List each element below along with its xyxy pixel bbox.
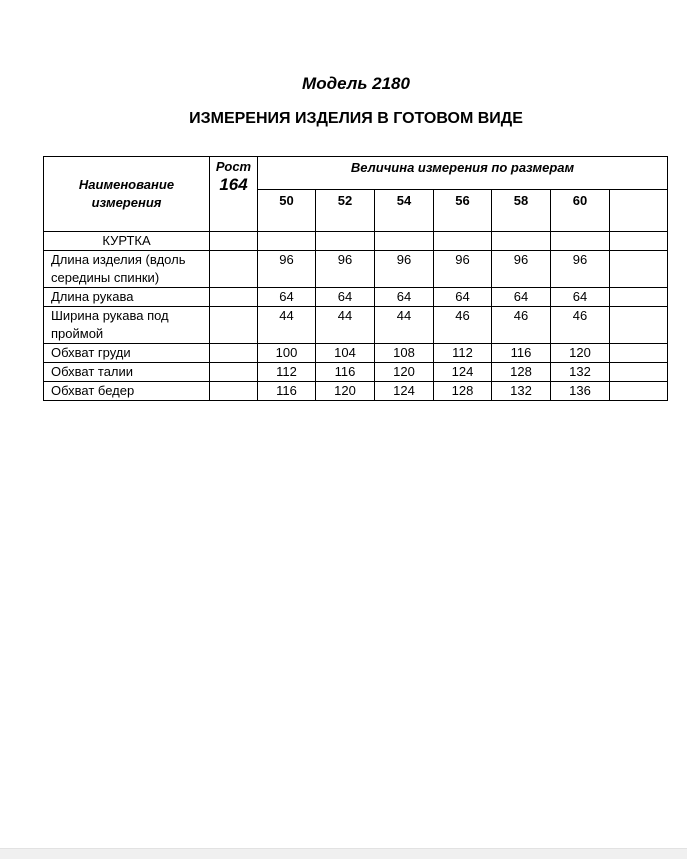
table-cell	[610, 344, 668, 363]
table-row	[44, 251, 668, 288]
table-cell	[316, 232, 375, 251]
table-cell: 64	[375, 288, 434, 307]
table-cell: 44	[258, 307, 316, 344]
table-cell	[210, 307, 258, 344]
table-cell: 96	[551, 251, 610, 288]
table-cell: 104	[316, 344, 375, 363]
model-title: Модель 2180	[302, 74, 410, 93]
size-header: 58	[492, 190, 551, 232]
table-cell	[210, 288, 258, 307]
viewer-bottom-bar	[0, 848, 687, 859]
size-header	[610, 190, 668, 232]
table-cell: 96	[316, 251, 375, 288]
table-cell	[551, 232, 610, 251]
table-cell: 96	[375, 251, 434, 288]
table-cell: 46	[434, 307, 492, 344]
table-cell: 132	[492, 382, 551, 401]
measurement-name: Длина рукава	[44, 288, 210, 307]
header-measurement-name: Наименование измерения	[44, 157, 210, 232]
table-cell: 116	[258, 382, 316, 401]
table-cell: 128	[434, 382, 492, 401]
table-cell: 116	[316, 363, 375, 382]
table-cell	[610, 232, 668, 251]
table-cell	[492, 232, 551, 251]
table-cell: 132	[551, 363, 610, 382]
height-value: 164	[219, 175, 248, 194]
table-row	[44, 288, 668, 307]
table-cell: 46	[492, 307, 551, 344]
table-cell: 116	[492, 344, 551, 363]
table-cell: 64	[551, 288, 610, 307]
table-cell	[210, 251, 258, 288]
table-cell: 96	[434, 251, 492, 288]
table-cell	[610, 251, 668, 288]
table-cell: 44	[375, 307, 434, 344]
table-cell	[210, 344, 258, 363]
table-cell	[210, 382, 258, 401]
header-height	[210, 157, 258, 232]
size-header: 52	[316, 190, 375, 232]
table-cell: 96	[492, 251, 551, 288]
table-cell	[258, 232, 316, 251]
table-cell: 120	[551, 344, 610, 363]
table-cell	[610, 307, 668, 344]
table-cell: 64	[316, 288, 375, 307]
table-cell: 108	[375, 344, 434, 363]
section-label: КУРТКА	[44, 232, 210, 251]
table-cell: 124	[375, 382, 434, 401]
table-cell	[610, 382, 668, 401]
table-cell: 120	[316, 382, 375, 401]
table-row	[44, 307, 668, 344]
table-cell: 136	[551, 382, 610, 401]
size-header: 54	[375, 190, 434, 232]
table-cell: 64	[492, 288, 551, 307]
measurement-name: Длина изделия (вдоль середины спинки)	[44, 251, 210, 288]
measurements-table	[43, 156, 668, 401]
table-cell	[610, 288, 668, 307]
table-cell: 124	[434, 363, 492, 382]
measurement-name: Ширина рукава под проймой	[44, 307, 210, 344]
table-cell: 112	[434, 344, 492, 363]
table-cell: 44	[316, 307, 375, 344]
section-row	[44, 232, 668, 251]
size-header: 60	[551, 190, 610, 232]
size-header: 56	[434, 190, 492, 232]
table-cell	[210, 363, 258, 382]
table-row	[44, 382, 668, 401]
table-cell	[610, 363, 668, 382]
size-header: 50	[258, 190, 316, 232]
table-cell: 64	[258, 288, 316, 307]
table-cell: 64	[434, 288, 492, 307]
table-cell: 128	[492, 363, 551, 382]
measurement-name: Обхват груди	[44, 344, 210, 363]
header-size-group: Величина измерения по размерам	[258, 157, 668, 190]
table-row	[44, 363, 668, 382]
table-cell: 112	[258, 363, 316, 382]
measurement-name: Обхват талии	[44, 363, 210, 382]
table-cell	[434, 232, 492, 251]
table-cell	[210, 232, 258, 251]
table-cell	[375, 232, 434, 251]
table-row	[44, 344, 668, 363]
table-cell: 46	[551, 307, 610, 344]
table-cell: 120	[375, 363, 434, 382]
measurement-name: Обхват бедер	[44, 382, 210, 401]
table-cell: 100	[258, 344, 316, 363]
height-label: Рост	[215, 159, 252, 174]
table-cell: 96	[258, 251, 316, 288]
document-title: ИЗМЕРЕНИЯ ИЗДЕЛИЯ В ГОТОВОМ ВИДЕ	[189, 110, 523, 127]
